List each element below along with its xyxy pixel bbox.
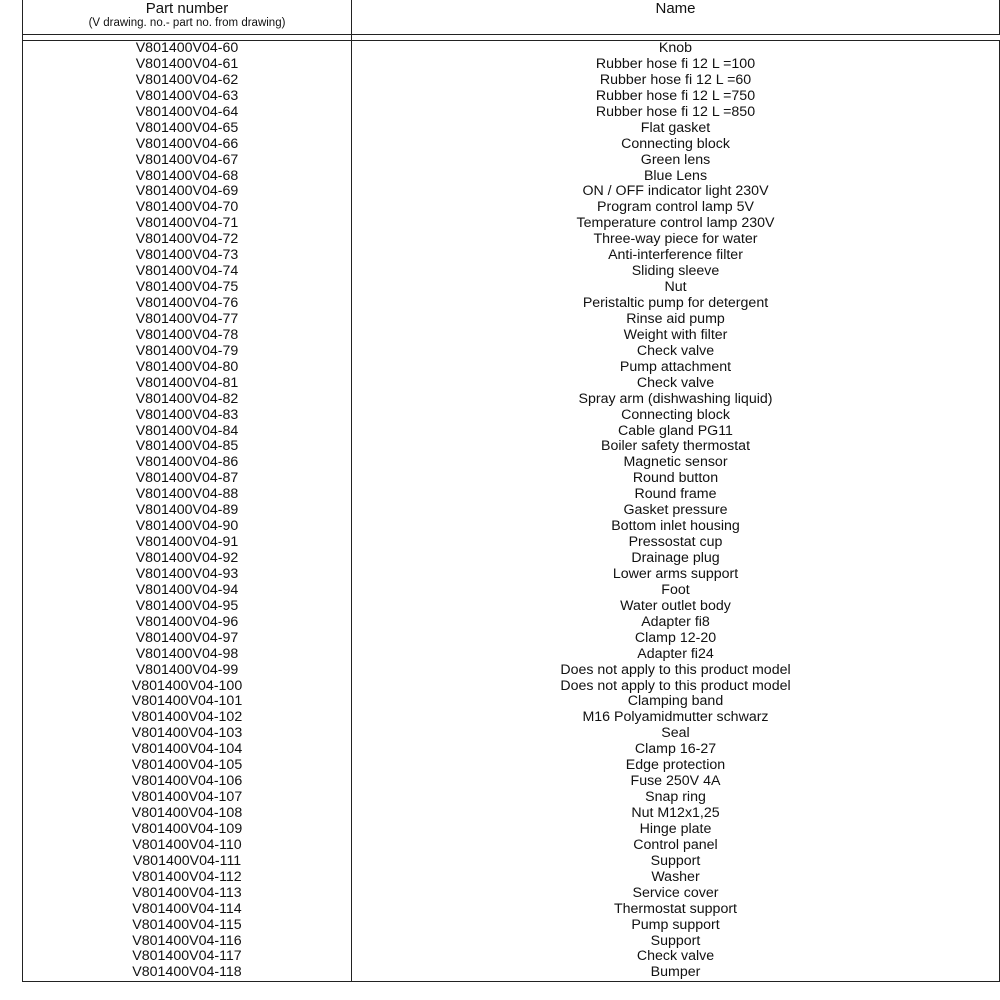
part-number-cell: V801400V04-114 bbox=[22, 902, 352, 918]
part-name-cell: Foot bbox=[352, 583, 1000, 599]
table-row bbox=[22, 439, 1000, 455]
part-name-cell: Pump attachment bbox=[352, 360, 1000, 376]
table-row bbox=[22, 200, 1000, 216]
part-name-cell: Clamping band bbox=[352, 694, 1000, 710]
table-row bbox=[22, 679, 1000, 695]
part-name-cell: Nut M12x1,25 bbox=[352, 806, 1000, 822]
table-row bbox=[22, 583, 1000, 599]
part-name-cell: Rubber hose fi 12 L =750 bbox=[352, 89, 1000, 105]
part-number-cell: V801400V04-72 bbox=[22, 232, 352, 248]
part-name-cell: ON / OFF indicator light 230V bbox=[352, 184, 1000, 200]
part-name-cell: Check valve bbox=[352, 344, 1000, 360]
part-number-cell: V801400V04-61 bbox=[22, 57, 352, 73]
table-row bbox=[22, 455, 1000, 471]
part-name-cell: Adapter fi24 bbox=[352, 647, 1000, 663]
part-number-cell: V801400V04-89 bbox=[22, 503, 352, 519]
part-number-cell: V801400V04-84 bbox=[22, 424, 352, 440]
part-number-cell: V801400V04-118 bbox=[22, 965, 352, 981]
table-row bbox=[22, 774, 1000, 790]
part-number-cell: V801400V04-108 bbox=[22, 806, 352, 822]
table-row bbox=[22, 599, 1000, 615]
table-row bbox=[22, 886, 1000, 902]
part-number-cell: V801400V04-63 bbox=[22, 89, 352, 105]
table-row bbox=[22, 312, 1000, 328]
table-row bbox=[22, 121, 1000, 137]
part-name-cell: Nut bbox=[352, 280, 1000, 296]
part-number-cell: V801400V04-93 bbox=[22, 567, 352, 583]
table-row bbox=[22, 822, 1000, 838]
part-name-cell: Anti-interference filter bbox=[352, 248, 1000, 264]
table-row bbox=[22, 726, 1000, 742]
part-name-cell: Check valve bbox=[352, 376, 1000, 392]
part-number-cell: V801400V04-74 bbox=[22, 264, 352, 280]
part-number-cell: V801400V04-86 bbox=[22, 455, 352, 471]
part-number-cell: V801400V04-113 bbox=[22, 886, 352, 902]
part-number-cell: V801400V04-100 bbox=[22, 679, 352, 695]
part-name-cell: Clamp 16-27 bbox=[352, 742, 1000, 758]
part-number-cell: V801400V04-111 bbox=[22, 854, 352, 870]
part-number-cell: V801400V04-82 bbox=[22, 392, 352, 408]
part-name-cell: Spray arm (dishwashing liquid) bbox=[352, 392, 1000, 408]
table-row bbox=[22, 184, 1000, 200]
table-row bbox=[22, 328, 1000, 344]
table-row bbox=[22, 758, 1000, 774]
part-number-cell: V801400V04-67 bbox=[22, 153, 352, 169]
table-row bbox=[22, 647, 1000, 663]
part-number-cell: V801400V04-91 bbox=[22, 535, 352, 551]
part-name-cell: Weight with filter bbox=[352, 328, 1000, 344]
part-name-cell: Water outlet body bbox=[352, 599, 1000, 615]
part-number-cell: V801400V04-117 bbox=[22, 949, 352, 965]
table-row bbox=[22, 790, 1000, 806]
part-number-cell: V801400V04-76 bbox=[22, 296, 352, 312]
table-row bbox=[22, 169, 1000, 185]
table-row bbox=[22, 376, 1000, 392]
table-row bbox=[22, 535, 1000, 551]
part-number-cell: V801400V04-75 bbox=[22, 280, 352, 296]
part-name-cell: Support bbox=[352, 934, 1000, 950]
part-number-cell: V801400V04-98 bbox=[22, 647, 352, 663]
part-name-cell: Service cover bbox=[352, 886, 1000, 902]
table-row bbox=[22, 296, 1000, 312]
part-number-cell: V801400V04-101 bbox=[22, 694, 352, 710]
part-number-cell: V801400V04-92 bbox=[22, 551, 352, 567]
part-number-cell: V801400V04-78 bbox=[22, 328, 352, 344]
part-number-cell: V801400V04-95 bbox=[22, 599, 352, 615]
table-row bbox=[22, 663, 1000, 679]
table-row bbox=[22, 902, 1000, 918]
part-number-cell: V801400V04-71 bbox=[22, 216, 352, 232]
part-name-cell: Adapter fi8 bbox=[352, 615, 1000, 631]
part-name-cell: Thermostat support bbox=[352, 902, 1000, 918]
part-name-cell: Check valve bbox=[352, 949, 1000, 965]
part-number-cell: V801400V04-110 bbox=[22, 838, 352, 854]
part-name-cell: Does not apply to this product model bbox=[352, 663, 1000, 679]
part-name-cell: Does not apply to this product model bbox=[352, 679, 1000, 695]
part-number-cell: V801400V04-65 bbox=[22, 121, 352, 137]
part-name-cell: Sliding sleeve bbox=[352, 264, 1000, 280]
table-row bbox=[22, 89, 1000, 105]
part-name-cell: Peristaltic pump for detergent bbox=[352, 296, 1000, 312]
table-row bbox=[22, 105, 1000, 121]
part-name-cell: Fuse 250V 4A bbox=[352, 774, 1000, 790]
table-row bbox=[22, 934, 1000, 950]
part-number-cell: V801400V04-85 bbox=[22, 439, 352, 455]
part-number-cell: V801400V04-112 bbox=[22, 870, 352, 886]
part-number-cell: V801400V04-81 bbox=[22, 376, 352, 392]
parts-table bbox=[22, 0, 1000, 984]
part-name-cell: Gasket pressure bbox=[352, 503, 1000, 519]
part-name-cell: Round frame bbox=[352, 487, 1000, 503]
table-row bbox=[22, 153, 1000, 169]
table-row bbox=[22, 424, 1000, 440]
part-name-cell: Washer bbox=[352, 870, 1000, 886]
part-number-cell: V801400V04-79 bbox=[22, 344, 352, 360]
part-number-cell: V801400V04-77 bbox=[22, 312, 352, 328]
part-name-cell: Lower arms support bbox=[352, 567, 1000, 583]
part-name-cell: Rubber hose fi 12 L =100 bbox=[352, 57, 1000, 73]
part-number-cell: V801400V04-105 bbox=[22, 758, 352, 774]
part-number-cell: V801400V04-88 bbox=[22, 487, 352, 503]
table-body bbox=[22, 40, 1000, 982]
part-name-cell: Temperature control lamp 230V bbox=[352, 216, 1000, 232]
part-number-cell: V801400V04-107 bbox=[22, 790, 352, 806]
part-number-cell: V801400V04-66 bbox=[22, 137, 352, 153]
part-number-cell: V801400V04-115 bbox=[22, 918, 352, 934]
part-name-cell: M16 Polyamidmutter schwarz bbox=[352, 710, 1000, 726]
part-number-cell: V801400V04-102 bbox=[22, 710, 352, 726]
table-row bbox=[22, 742, 1000, 758]
part-name-cell: Rinse aid pump bbox=[352, 312, 1000, 328]
part-name-cell: Hinge plate bbox=[352, 822, 1000, 838]
table-row bbox=[22, 73, 1000, 89]
part-number-cell: V801400V04-70 bbox=[22, 200, 352, 216]
table-row bbox=[22, 248, 1000, 264]
part-number-header-label: Part number bbox=[145, 0, 229, 17]
table-row bbox=[22, 949, 1000, 965]
part-number-cell: V801400V04-60 bbox=[22, 41, 352, 57]
part-number-cell: V801400V04-87 bbox=[22, 471, 352, 487]
part-name-cell: Drainage plug bbox=[352, 551, 1000, 567]
table-row bbox=[22, 870, 1000, 886]
table-row bbox=[22, 280, 1000, 296]
table-row bbox=[22, 615, 1000, 631]
part-name-cell: Bumper bbox=[352, 965, 1000, 981]
table-row bbox=[22, 408, 1000, 424]
part-name-cell: Knob bbox=[352, 41, 1000, 57]
part-name-cell: Connecting block bbox=[352, 137, 1000, 153]
part-number-cell: V801400V04-99 bbox=[22, 663, 352, 679]
table-row bbox=[22, 232, 1000, 248]
table-row bbox=[22, 137, 1000, 153]
name-header bbox=[352, 0, 1000, 34]
part-number-header-sublabel: (V drawing. no.- part no. from drawing) bbox=[88, 17, 286, 29]
part-name-cell: Green lens bbox=[352, 153, 1000, 169]
table-header bbox=[22, 0, 1000, 35]
part-number-cell: V801400V04-80 bbox=[22, 360, 352, 376]
part-number-cell: V801400V04-116 bbox=[22, 934, 352, 950]
part-name-cell: Clamp 12-20 bbox=[352, 631, 1000, 647]
table-row bbox=[22, 487, 1000, 503]
table-row bbox=[22, 57, 1000, 73]
part-name-cell: Pressostat cup bbox=[352, 535, 1000, 551]
table-row bbox=[22, 360, 1000, 376]
part-number-cell: V801400V04-104 bbox=[22, 742, 352, 758]
part-number-cell: V801400V04-83 bbox=[22, 408, 352, 424]
part-number-cell: V801400V04-73 bbox=[22, 248, 352, 264]
table-row bbox=[22, 806, 1000, 822]
table-row bbox=[22, 551, 1000, 567]
part-name-cell: Snap ring bbox=[352, 790, 1000, 806]
part-name-cell: Magnetic sensor bbox=[352, 455, 1000, 471]
table-row bbox=[22, 567, 1000, 583]
part-name-cell: Boiler safety thermostat bbox=[352, 439, 1000, 455]
table-row bbox=[22, 854, 1000, 870]
part-name-cell: Three-way piece for water bbox=[352, 232, 1000, 248]
part-name-cell: Seal bbox=[352, 726, 1000, 742]
part-number-cell: V801400V04-69 bbox=[22, 184, 352, 200]
part-number-cell: V801400V04-68 bbox=[22, 169, 352, 185]
part-name-cell: Program control lamp 5V bbox=[352, 200, 1000, 216]
part-number-cell: V801400V04-94 bbox=[22, 583, 352, 599]
part-name-cell: Pump support bbox=[352, 918, 1000, 934]
table-row bbox=[22, 710, 1000, 726]
part-name-cell: Cable gland PG11 bbox=[352, 424, 1000, 440]
part-name-cell: Rubber hose fi 12 L =850 bbox=[352, 105, 1000, 121]
table-row bbox=[22, 631, 1000, 647]
table-row bbox=[22, 344, 1000, 360]
part-number-cell: V801400V04-97 bbox=[22, 631, 352, 647]
part-name-cell: Connecting block bbox=[352, 408, 1000, 424]
part-name-cell: Support bbox=[352, 854, 1000, 870]
table-row bbox=[22, 965, 1000, 981]
part-name-cell: Blue Lens bbox=[352, 169, 1000, 185]
part-number-cell: V801400V04-90 bbox=[22, 519, 352, 535]
table-row bbox=[22, 41, 1000, 57]
table-row bbox=[22, 838, 1000, 854]
part-name-cell: Rubber hose fi 12 L =60 bbox=[352, 73, 1000, 89]
part-name-cell: Control panel bbox=[352, 838, 1000, 854]
part-number-cell: V801400V04-62 bbox=[22, 73, 352, 89]
part-number-cell: V801400V04-106 bbox=[22, 774, 352, 790]
part-number-cell: V801400V04-96 bbox=[22, 615, 352, 631]
part-number-cell: V801400V04-64 bbox=[22, 105, 352, 121]
part-name-cell: Edge protection bbox=[352, 758, 1000, 774]
table-row bbox=[22, 471, 1000, 487]
table-row bbox=[22, 264, 1000, 280]
table-row bbox=[22, 918, 1000, 934]
table-row bbox=[22, 216, 1000, 232]
table-row bbox=[22, 694, 1000, 710]
part-number-cell: V801400V04-109 bbox=[22, 822, 352, 838]
name-header-label: Name bbox=[655, 0, 696, 17]
table-row bbox=[22, 503, 1000, 519]
part-name-cell: Flat gasket bbox=[352, 121, 1000, 137]
part-name-cell: Round button bbox=[352, 471, 1000, 487]
part-number-cell: V801400V04-103 bbox=[22, 726, 352, 742]
table-row bbox=[22, 519, 1000, 535]
part-name-cell: Bottom inlet housing bbox=[352, 519, 1000, 535]
table-row bbox=[22, 392, 1000, 408]
part-number-header bbox=[22, 0, 352, 34]
